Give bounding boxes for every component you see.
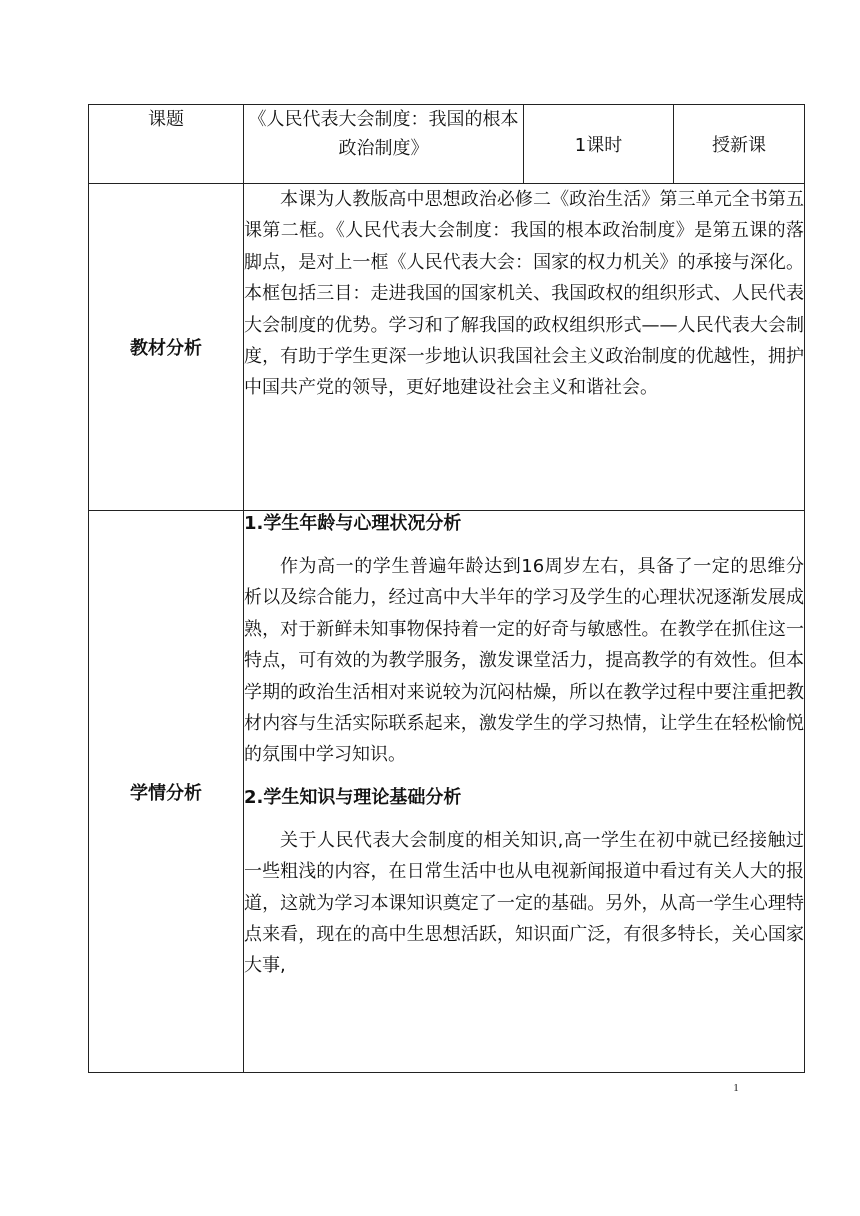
student-analysis-cell: [244, 511, 805, 1073]
textbook-analysis-text: 本课为人教版高中思想政治必修二《政治生活》第三单元全书第五课第二框。《人民代表大会制度：我国的根本政治制度》是第五课的落脚点，是对上一框《人民代表大会：国家的权力机关》的承接与深化。本框包括三目：走进我国的国家机关、我国政权的组织形式、人民代表大会制度的优势。学习和了解我国的政权组织形式——人民代表大会制度，有助于学生更深一步地认识我国社会主义政治制度的优越性，拥护中国共产党的领导，更好地建设社会主义和谐社会。: [244, 189, 804, 399]
page-number: 1: [733, 1082, 739, 1094]
topic-label: 课题: [89, 105, 244, 184]
section-text-age-psychology: 作为高一的学生普遍年龄达到16周岁左右，具备了一定的思维分析以及综合能力，经过高中大半年的学习及学生的心理状况逐渐发展成熟，对于新鲜未知事物保持着一定的好奇与敏感性。在教学在抓住这一特点，可有效的为教学服务，激发课堂活力，提高教学的有效性。但本学期的政治生活相对来说较为沉闷枯燥，所以在教学过程中要注重把教材内容与生活实际联系起来，激发学生的学习热情，让学生在轻松愉悦的氛围中学习知识。: [244, 556, 804, 766]
section-text-knowledge-base: 关于人民代表大会制度的相关知识,高一学生在初中就已经接触过一些粗浅的内容，在日常生活中也从电视新闻报道中看过有关人大的报道，这就为学习本课知识奠定了一定的基础。另外，从高一学生心理特点来看，现在的高中生思想活跃，知识面广泛，有很多特长，关心国家大事,: [244, 829, 804, 977]
student-analysis-label: 学情分析: [89, 511, 244, 1073]
textbook-analysis-row: [89, 184, 805, 511]
student-analysis-row: [89, 511, 805, 1073]
header-row: [89, 105, 805, 184]
textbook-analysis-label: 教材分析: [89, 184, 244, 511]
lesson-title: 《人民代表大会制度：我国的根本政治制度》: [244, 105, 524, 184]
textbook-analysis-cell: [244, 184, 805, 511]
section-heading-age-psychology: 1.学生年龄与心理状况分析: [244, 513, 462, 534]
lesson-type: 授新课: [674, 105, 805, 184]
lesson-plan-table: [88, 104, 805, 1073]
section-heading-knowledge-base: 2.学生知识与理论基础分析: [244, 786, 462, 808]
lesson-hours: 1课时: [524, 105, 674, 184]
